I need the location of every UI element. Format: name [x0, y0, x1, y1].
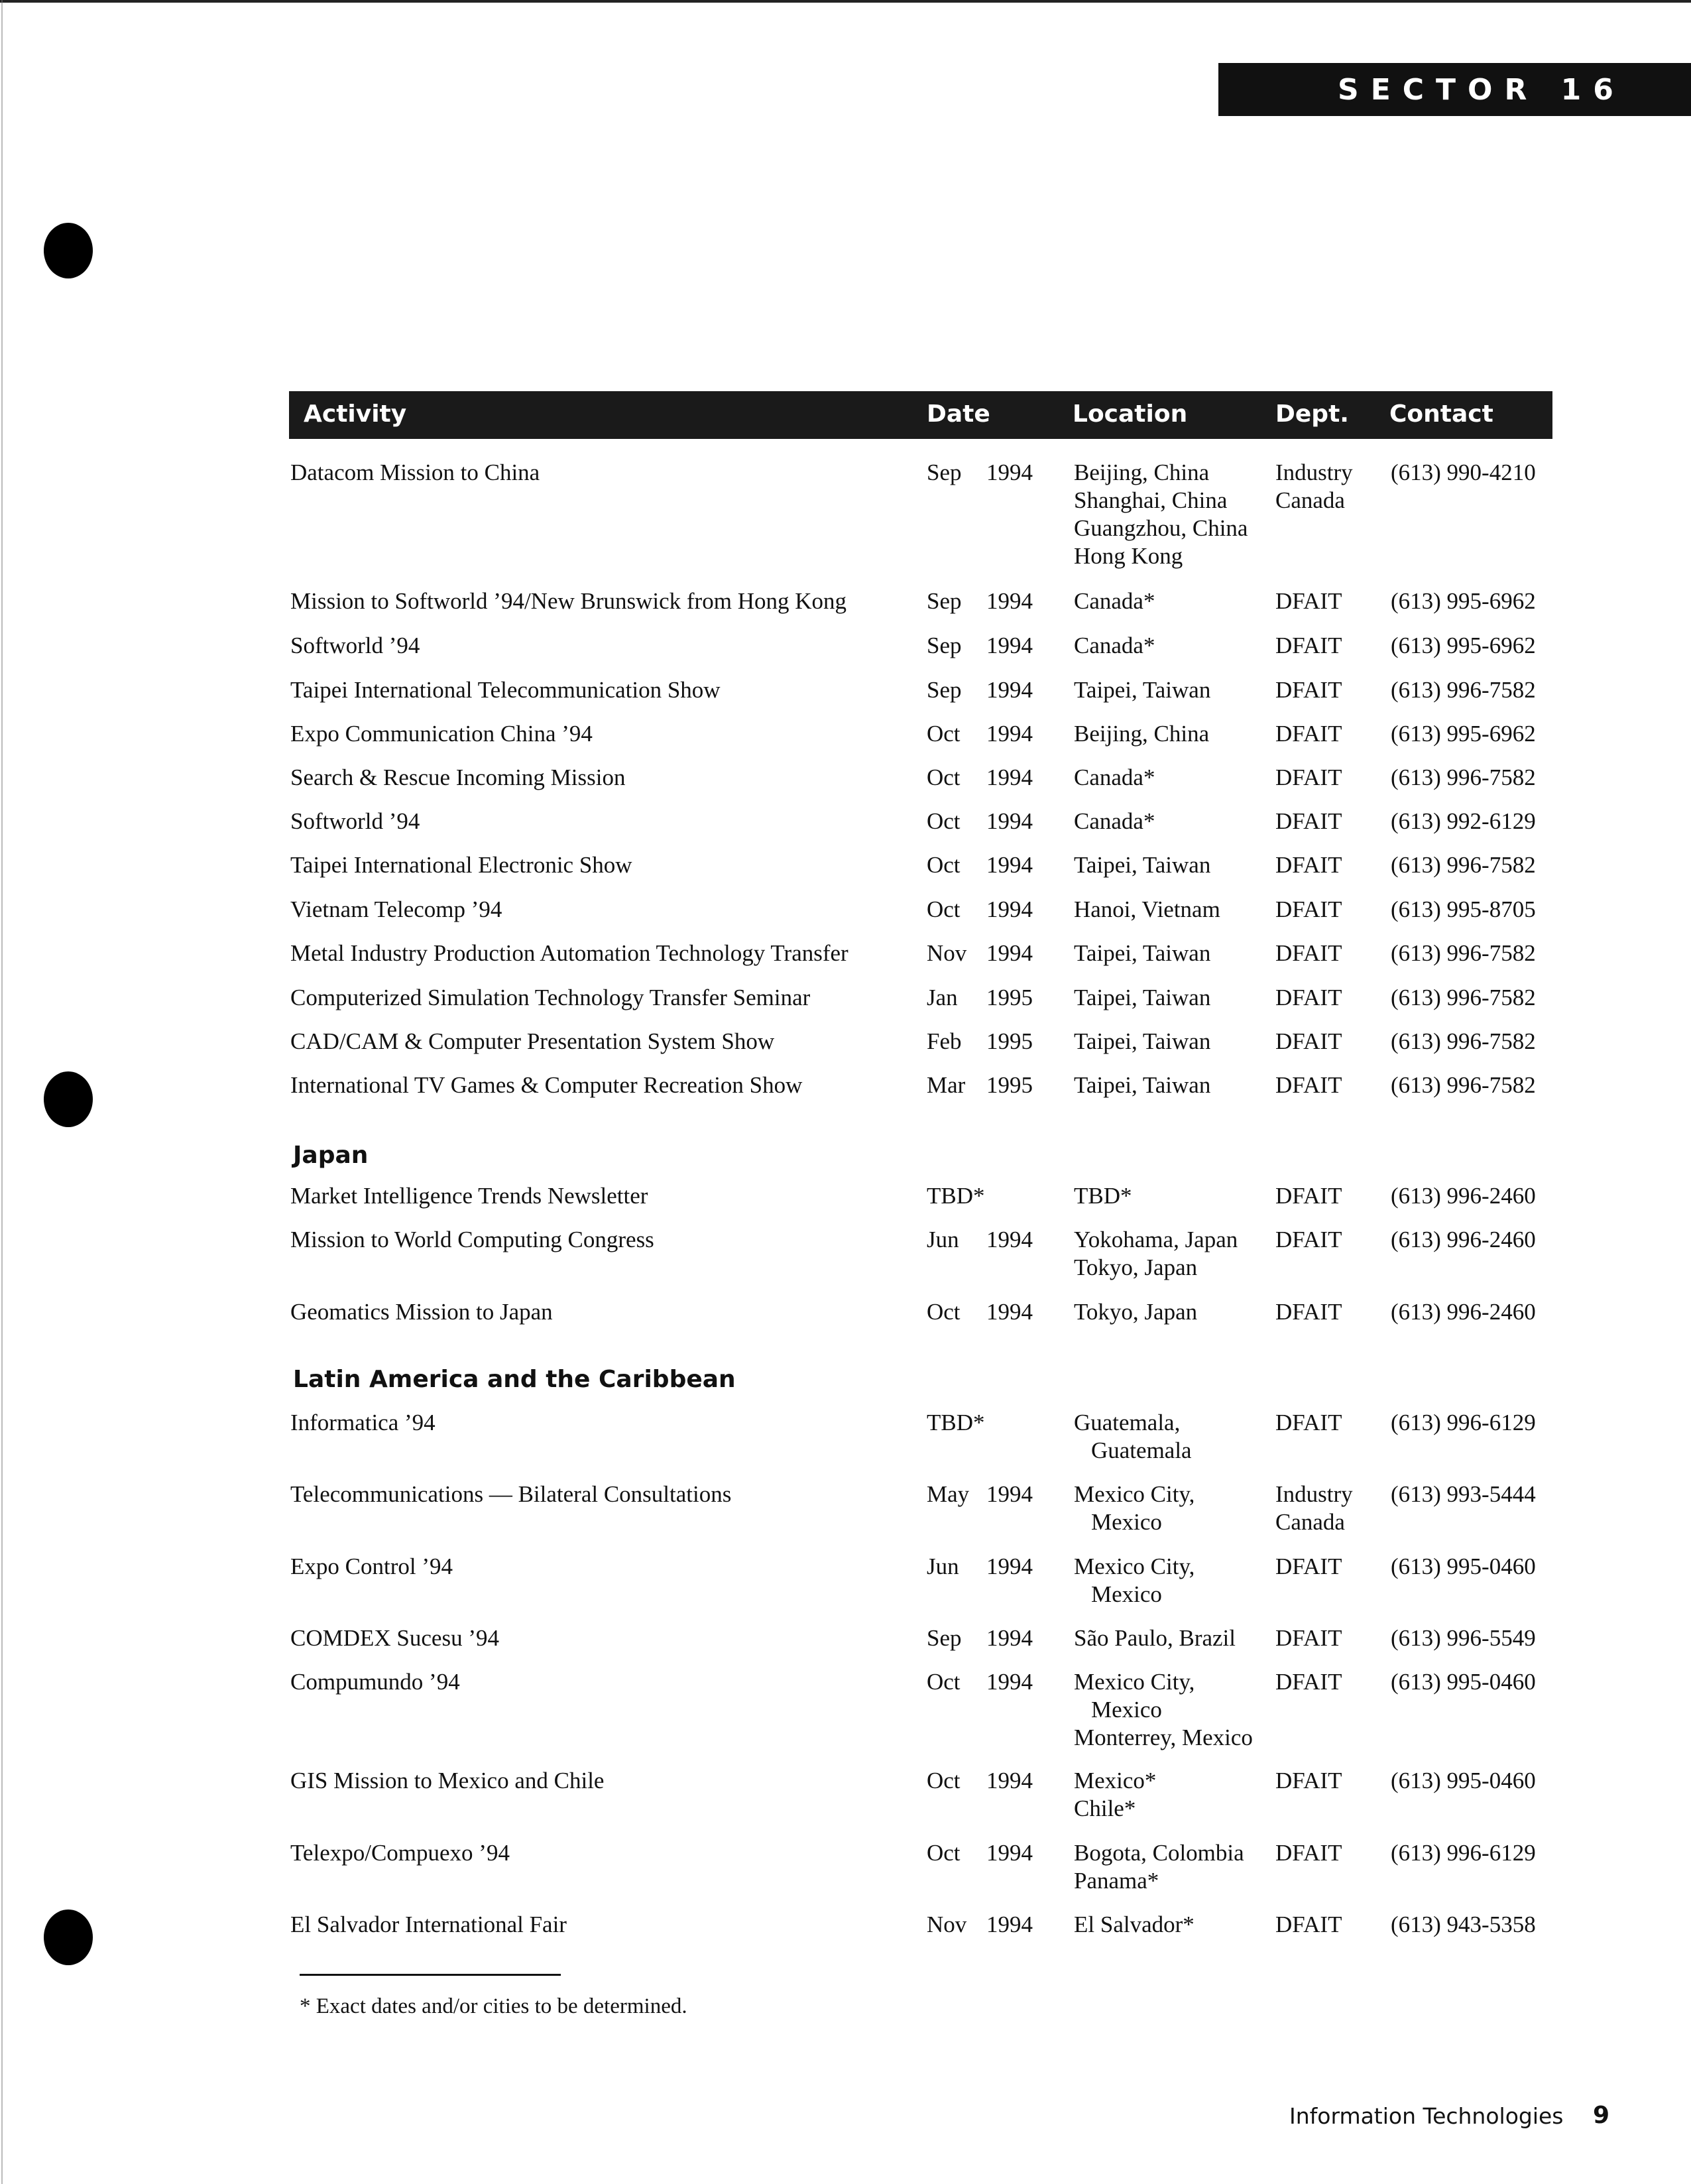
date-year-cell: 1994 [986, 1299, 1033, 1325]
location-cell: Taipei, Taiwan [1074, 852, 1211, 878]
date-year-cell: 1994 [986, 1768, 1033, 1793]
location-cell: Mexico [1091, 1509, 1162, 1535]
dept-cell: DFAIT [1275, 896, 1342, 922]
column-header-activity: Activity [304, 400, 407, 428]
contact-cell: (613) 995-8705 [1391, 896, 1536, 922]
date-month-cell: Oct [927, 721, 961, 747]
location-cell: Beijing, China [1074, 459, 1210, 485]
activity-cell: Mission to World Computing Congress [290, 1227, 654, 1252]
section-title-latin-america: Latin America and the Caribbean [293, 1366, 736, 1393]
location-cell: Hong Kong [1074, 543, 1183, 569]
date-year-cell: 1994 [986, 1553, 1033, 1579]
location-cell: Panama* [1074, 1868, 1159, 1894]
location-cell: Taipei, Taiwan [1074, 985, 1211, 1010]
activity-cell: Softworld ’94 [290, 633, 420, 658]
contact-cell: (613) 996-6129 [1391, 1840, 1536, 1866]
dept-cell: DFAIT [1275, 1028, 1342, 1054]
activity-cell: Informatica ’94 [290, 1410, 436, 1435]
activity-cell: Computerized Simulation Technology Transfer Seminar [290, 985, 811, 1010]
activity-cell: Compumundo ’94 [290, 1669, 460, 1695]
dept-cell: DFAIT [1275, 985, 1342, 1010]
footer-section-name: Information Technologies [1289, 2103, 1564, 2129]
location-cell: Canada* [1074, 588, 1155, 614]
activity-cell: GIS Mission to Mexico and Chile [290, 1768, 605, 1793]
location-cell: Guatemala, [1074, 1410, 1181, 1435]
dept-cell: Industry [1275, 459, 1353, 485]
dept-cell: DFAIT [1275, 1911, 1342, 1937]
activity-cell: El Salvador International Fair [290, 1911, 567, 1937]
date-year-cell: 1995 [986, 1028, 1033, 1054]
section-title-japan: Japan [293, 1142, 369, 1169]
dept-cell: DFAIT [1275, 1768, 1342, 1793]
location-cell: São Paulo, Brazil [1074, 1625, 1236, 1651]
date-month-cell: Sep [927, 633, 962, 658]
location-cell: Canada* [1074, 764, 1155, 790]
table-header [289, 391, 1552, 439]
contact-cell: (613) 943-5358 [1391, 1911, 1536, 1937]
location-cell: Mexico* [1074, 1768, 1157, 1793]
date-year-cell: 1994 [986, 1227, 1033, 1252]
dept-cell: DFAIT [1275, 677, 1342, 703]
contact-cell: (613) 996-2460 [1391, 1299, 1536, 1325]
location-cell: Canada* [1074, 808, 1155, 834]
date-month-cell: May [927, 1481, 970, 1507]
location-cell: Mexico City, [1074, 1481, 1195, 1507]
date-year-cell: 1994 [986, 459, 1033, 485]
top-edge-line [0, 0, 1691, 3]
dept-cell: DFAIT [1275, 721, 1342, 747]
date-month-cell: Nov [927, 940, 967, 966]
date-month-cell: Jun [927, 1553, 959, 1579]
punch-hole [44, 1910, 93, 1965]
date-year-cell: 1994 [986, 1911, 1033, 1937]
activity-cell: CAD/CAM & Computer Presentation System Show [290, 1028, 775, 1054]
date-year-cell: 1994 [986, 721, 1033, 747]
date-month-cell: Sep [927, 677, 962, 703]
dept-cell: DFAIT [1275, 588, 1342, 614]
activity-cell: Mission to Softworld ’94/New Brunswick from Hong Kong [290, 588, 846, 614]
activity-cell: Expo Communication China ’94 [290, 721, 593, 747]
dept-cell: DFAIT [1275, 1072, 1342, 1098]
activity-cell: Taipei International Telecommunication Show [290, 677, 721, 703]
activity-cell: Telexpo/Compuexo ’94 [290, 1840, 510, 1866]
contact-cell: (613) 996-7582 [1391, 1072, 1536, 1098]
contact-cell: (613) 996-7582 [1391, 852, 1536, 878]
contact-cell: (613) 995-0460 [1391, 1553, 1536, 1579]
contact-cell: (613) 996-7582 [1391, 940, 1536, 966]
date-year-cell: 1995 [986, 1072, 1033, 1098]
location-cell: Beijing, China [1074, 721, 1210, 747]
location-cell: Taipei, Taiwan [1074, 1028, 1211, 1054]
activity-cell: Market Intelligence Trends Newsletter [290, 1183, 648, 1209]
activity-cell: Geomatics Mission to Japan [290, 1299, 553, 1325]
date-year-cell: 1994 [986, 588, 1033, 614]
date-month-cell: Mar [927, 1072, 966, 1098]
dept-cell: DFAIT [1275, 764, 1342, 790]
date-month-cell: Oct [927, 1299, 961, 1325]
date-month-cell: Oct [927, 896, 961, 922]
date-month-cell: Sep [927, 588, 962, 614]
contact-cell: (613) 995-6962 [1391, 588, 1536, 614]
column-header-contact: Contact [1389, 400, 1493, 428]
page-number: 9 [1593, 2102, 1610, 2129]
date-month-cell: Oct [927, 808, 961, 834]
dept-cell: Canada [1275, 487, 1345, 513]
activity-cell: Expo Control ’94 [290, 1553, 453, 1579]
footnote-rule [300, 1974, 561, 1976]
location-cell: Tokyo, Japan [1074, 1254, 1198, 1280]
date-year-cell: 1994 [986, 852, 1033, 878]
date-year-cell: 1994 [986, 940, 1033, 966]
contact-cell: (613) 996-2460 [1391, 1227, 1536, 1252]
dept-cell: DFAIT [1275, 1625, 1342, 1651]
location-cell: Guangzhou, China [1074, 515, 1248, 541]
activity-cell: Metal Industry Production Automation Technology Transfer [290, 940, 848, 966]
contact-cell: (613) 996-7582 [1391, 764, 1536, 790]
dept-cell: DFAIT [1275, 1183, 1342, 1209]
contact-cell: (613) 995-0460 [1391, 1669, 1536, 1695]
location-cell: Guatemala [1091, 1437, 1192, 1463]
date-month-cell: TBD* [927, 1410, 985, 1435]
contact-cell: (613) 995-6962 [1391, 721, 1536, 747]
dept-cell: DFAIT [1275, 808, 1342, 834]
location-cell: Tokyo, Japan [1074, 1299, 1198, 1325]
location-cell: Mexico City, [1074, 1553, 1195, 1579]
column-header-location: Location [1073, 400, 1188, 428]
location-cell: Monterrey, Mexico [1074, 1725, 1253, 1750]
dept-cell: Canada [1275, 1509, 1345, 1535]
date-month-cell: Feb [927, 1028, 962, 1054]
date-month-cell: Jun [927, 1227, 959, 1252]
activity-cell: Taipei International Electronic Show [290, 852, 632, 878]
dept-cell: DFAIT [1275, 1299, 1342, 1325]
column-header-dept: Dept. [1275, 400, 1349, 428]
date-month-cell: Oct [927, 1768, 961, 1793]
contact-cell: (613) 996-2460 [1391, 1183, 1536, 1209]
activity-cell: Softworld ’94 [290, 808, 420, 834]
dept-cell: DFAIT [1275, 1669, 1342, 1695]
date-year-cell: 1994 [986, 1669, 1033, 1695]
contact-cell: (613) 995-0460 [1391, 1768, 1536, 1793]
location-cell: Taipei, Taiwan [1074, 940, 1211, 966]
location-cell: Taipei, Taiwan [1074, 677, 1211, 703]
dept-cell: DFAIT [1275, 633, 1342, 658]
dept-cell: Industry [1275, 1481, 1353, 1507]
date-month-cell: Nov [927, 1911, 967, 1937]
activity-cell: Telecommunications — Bilateral Consultations [290, 1481, 732, 1507]
contact-cell: (613) 995-6962 [1391, 633, 1536, 658]
contact-cell: (613) 990-4210 [1391, 459, 1536, 485]
location-cell: Canada* [1074, 633, 1155, 658]
contact-cell: (613) 996-7582 [1391, 1028, 1536, 1054]
date-month-cell: Oct [927, 764, 961, 790]
punch-hole [44, 1071, 93, 1127]
date-month-cell: Oct [927, 1669, 961, 1695]
contact-cell: (613) 996-7582 [1391, 985, 1536, 1010]
dept-cell: DFAIT [1275, 1840, 1342, 1866]
location-cell: TBD* [1074, 1183, 1132, 1209]
activity-cell: Vietnam Telecomp ’94 [290, 896, 502, 922]
left-scan-edge [1, 0, 3, 2184]
dept-cell: DFAIT [1275, 1410, 1342, 1435]
date-year-cell: 1994 [986, 764, 1033, 790]
location-cell: El Salvador* [1074, 1911, 1195, 1937]
date-year-cell: 1994 [986, 1481, 1033, 1507]
location-cell: Yokohama, Japan [1074, 1227, 1238, 1252]
contact-cell: (613) 993-5444 [1391, 1481, 1536, 1507]
activity-cell: COMDEX Sucesu ’94 [290, 1625, 499, 1651]
punch-hole [44, 223, 93, 278]
date-year-cell: 1994 [986, 808, 1033, 834]
contact-cell: (613) 992-6129 [1391, 808, 1536, 834]
location-cell: Taipei, Taiwan [1074, 1072, 1211, 1098]
date-month-cell: Sep [927, 1625, 962, 1651]
date-year-cell: 1994 [986, 1840, 1033, 1866]
column-header-date: Date [927, 400, 990, 428]
location-cell: Bogota, Colombia [1074, 1840, 1244, 1866]
location-cell: Mexico City, [1074, 1669, 1195, 1695]
activity-cell: Search & Rescue Incoming Mission [290, 764, 626, 790]
date-month-cell: Oct [927, 1840, 961, 1866]
date-year-cell: 1994 [986, 896, 1033, 922]
dept-cell: DFAIT [1275, 1553, 1342, 1579]
contact-cell: (613) 996-7582 [1391, 677, 1536, 703]
date-year-cell: 1994 [986, 633, 1033, 658]
date-month-cell: Sep [927, 459, 962, 485]
date-month-cell: Jan [927, 985, 958, 1010]
dept-cell: DFAIT [1275, 940, 1342, 966]
dept-cell: DFAIT [1275, 1227, 1342, 1252]
activity-cell: Datacom Mission to China [290, 459, 540, 485]
date-month-cell: Oct [927, 852, 961, 878]
location-cell: Chile* [1074, 1795, 1136, 1821]
location-cell: Hanoi, Vietnam [1074, 896, 1220, 922]
contact-cell: (613) 996-6129 [1391, 1410, 1536, 1435]
date-year-cell: 1994 [986, 1625, 1033, 1651]
dept-cell: DFAIT [1275, 852, 1342, 878]
location-cell: Mexico [1091, 1697, 1162, 1723]
location-cell: Mexico [1091, 1581, 1162, 1607]
date-year-cell: 1995 [986, 985, 1033, 1010]
footnote: * Exact dates and/or cities to be determined. [300, 1994, 687, 2018]
location-cell: Shanghai, China [1074, 487, 1228, 513]
activity-cell: International TV Games & Computer Recreation Show [290, 1072, 803, 1098]
sector-label: SECTOR 16 [1218, 63, 1691, 116]
date-month-cell: TBD* [927, 1183, 985, 1209]
date-year-cell: 1994 [986, 677, 1033, 703]
contact-cell: (613) 996-5549 [1391, 1625, 1536, 1651]
